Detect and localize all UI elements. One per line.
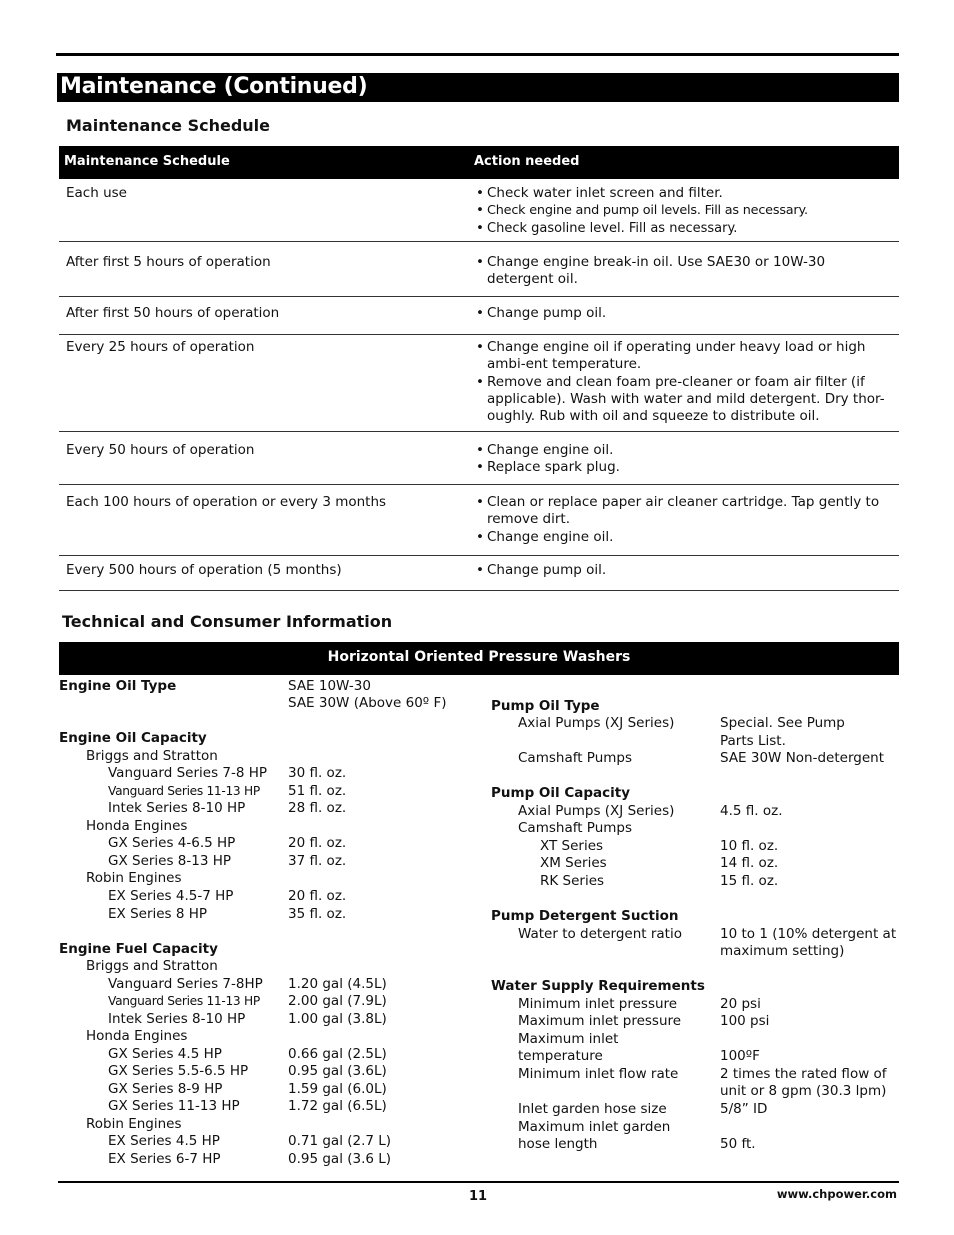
action-item: • Replace spark plug. — [476, 459, 891, 476]
schedule-actions — [476, 339, 901, 425]
spec-value: 100 psi — [720, 1013, 770, 1029]
spec-value: 15 fl. oz. — [720, 873, 779, 889]
action-item: • Change pump oil. — [476, 562, 891, 579]
bottom-rule — [58, 1181, 899, 1183]
spec-name: Vanguard Series 11-13 HP — [108, 784, 260, 798]
spec-value: Special. See Pump — [720, 715, 845, 731]
spec-value: 30 fl. oz. — [288, 765, 347, 781]
spec-value: 37 fl. oz. — [288, 853, 347, 869]
spec-group: Honda Engines — [86, 1028, 188, 1044]
spec-name: Axial Pumps (XJ Series) — [518, 715, 675, 731]
spec-value: Parts List. — [720, 733, 786, 749]
schedule-when: Every 500 hours of operation (5 months) — [66, 562, 342, 578]
top-rule — [56, 53, 899, 56]
spec-value: 0.66 gal (2.5L) — [288, 1046, 387, 1062]
action-item: • Change engine oil. — [476, 442, 891, 459]
spec-heading: Pump Oil Capacity — [491, 785, 631, 801]
spec-heading: Engine Oil Capacity — [59, 730, 207, 746]
spec-value: 10 fl. oz. — [720, 838, 779, 854]
spec-name: GX Series 4-6.5 HP — [108, 835, 236, 851]
spec-value: 0.71 gal (2.7 L) — [288, 1133, 392, 1149]
spec-value: 1.72 gal (6.5L) — [288, 1098, 387, 1114]
spec-name: Vanguard Series 11-13 HP — [108, 994, 260, 1008]
spec-group: Robin Engines — [86, 1116, 182, 1132]
spec-group: Honda Engines — [86, 818, 188, 834]
spec-value: 10 to 1 (10% detergent at — [720, 926, 897, 942]
schedule-actions — [476, 442, 891, 477]
spec-value: SAE 30W (Above 60º F) — [288, 695, 447, 711]
spec-name: Minimum inlet flow rate — [518, 1066, 679, 1082]
row-divider — [59, 334, 899, 335]
spec-name: Intek Series 8-10 HP — [108, 1011, 246, 1027]
spec-value: 1.00 gal (3.8L) — [288, 1011, 387, 1027]
action-item: • Check engine and pump oil levels. Fill as necessary. — [476, 202, 891, 219]
schedule-col2-header: Action needed — [474, 154, 580, 169]
schedule-actions — [476, 494, 891, 546]
schedule-table-header — [59, 146, 899, 179]
action-item: • Check water inlet screen and filter. — [476, 185, 891, 202]
schedule-when: Each use — [66, 185, 127, 201]
spec-value: SAE 30W Non-detergent — [720, 750, 884, 766]
spec-value: 35 fl. oz. — [288, 906, 347, 922]
spec-value: 2 times the rated flow of — [720, 1066, 887, 1082]
action-item: • Clean or replace paper air cleaner cartridge. Tap gently to remove dirt. — [476, 494, 891, 529]
spec-group: Camshaft Pumps — [518, 820, 633, 836]
spec-name: Camshaft Pumps — [518, 750, 633, 766]
spec-name: hose length — [518, 1136, 598, 1152]
page-number: 11 — [469, 1189, 488, 1204]
spec-value: SAE 10W-30 — [288, 678, 371, 694]
row-divider — [59, 241, 899, 242]
spec-name: Water to detergent ratio — [518, 926, 682, 942]
spec-name: Vanguard Series 7-8 HP — [108, 765, 268, 781]
row-divider — [59, 431, 899, 432]
spec-heading: Water Supply Requirements — [491, 978, 705, 994]
spec-name: GX Series 8-13 HP — [108, 853, 232, 869]
row-divider — [59, 555, 899, 556]
schedule-when: Each 100 hours of operation or every 3 months — [66, 494, 387, 510]
spec-name: EX Series 8 HP — [108, 906, 208, 922]
spec-group: Briggs and Stratton — [86, 958, 218, 974]
schedule-when: Every 50 hours of operation — [66, 442, 255, 458]
spec-value: 0.95 gal (3.6L) — [288, 1063, 387, 1079]
tech-banner: Horizontal Oriented Pressure Washers — [59, 642, 899, 675]
schedule-actions — [476, 562, 891, 579]
action-item: • Remove and clean foam pre-cleaner or foam air filter (if applicable). Wash with water and mild detergent. Dry thor-oughly. Rub with oil and squeeze to distribute oil. — [476, 374, 901, 426]
row-divider — [59, 296, 899, 297]
row-divider — [59, 484, 899, 485]
schedule-col1-header: Maintenance Schedule — [64, 154, 230, 169]
action-item: • Change engine oil if operating under heavy load or high ambi-ent temperature. — [476, 339, 901, 374]
spec-heading: Pump Detergent Suction — [491, 908, 679, 924]
spec-value: 50 ft. — [720, 1136, 756, 1152]
schedule-when: After first 5 hours of operation — [66, 254, 271, 270]
tech-section-title: Technical and Consumer Information — [62, 612, 393, 631]
spec-group: Robin Engines — [86, 870, 182, 886]
spec-name: temperature — [518, 1048, 603, 1064]
spec-value: 20 psi — [720, 996, 761, 1012]
spec-name: GX Series 5.5-6.5 HP — [108, 1063, 249, 1079]
spec-heading: Pump Oil Type — [491, 698, 600, 714]
spec-name: XM Series — [540, 855, 607, 871]
spec-name: Maximum inlet pressure — [518, 1013, 682, 1029]
spec-value: 0.95 gal (3.6 L) — [288, 1151, 392, 1167]
spec-name: Maximum inlet — [518, 1031, 619, 1047]
spec-heading: Engine Fuel Capacity — [59, 941, 218, 957]
spec-value: 1.20 gal (4.5L) — [288, 976, 387, 992]
spec-name: Vanguard Series 7-8HP — [108, 976, 263, 992]
spec-heading: Engine Oil Type — [59, 678, 177, 694]
spec-value: maximum setting) — [720, 943, 845, 959]
spec-name: Inlet garden hose size — [518, 1101, 667, 1117]
spec-value: 14 fl. oz. — [720, 855, 779, 871]
spec-name: GX Series 4.5 HP — [108, 1046, 222, 1062]
website-url: www.chpower.com — [776, 1187, 897, 1201]
page-title: Maintenance (Continued) — [60, 74, 368, 99]
spec-name: EX Series 4.5-7 HP — [108, 888, 234, 904]
action-item: • Change pump oil. — [476, 305, 891, 322]
spec-name: GX Series 8-9 HP — [108, 1081, 223, 1097]
action-item: • Change engine break-in oil. Use SAE30 or 10W-30 detergent oil. — [476, 254, 891, 289]
spec-name: RK Series — [540, 873, 605, 889]
spec-value: 20 fl. oz. — [288, 888, 347, 904]
spec-name: Intek Series 8-10 HP — [108, 800, 246, 816]
spec-name: EX Series 6-7 HP — [108, 1151, 221, 1167]
row-divider — [59, 590, 899, 591]
spec-value: 100ºF — [720, 1048, 760, 1064]
spec-value: 20 fl. oz. — [288, 835, 347, 851]
schedule-when: After first 50 hours of operation — [66, 305, 280, 321]
spec-value: 4.5 fl. oz. — [720, 803, 783, 819]
spec-value: 28 fl. oz. — [288, 800, 347, 816]
spec-name: GX Series 11-13 HP — [108, 1098, 240, 1114]
action-item: • Check gasoline level. Fill as necessary. — [476, 220, 891, 237]
schedule-when: Every 25 hours of operation — [66, 339, 255, 355]
schedule-actions — [476, 185, 891, 237]
spec-name: EX Series 4.5 HP — [108, 1133, 220, 1149]
spec-value: 51 fl. oz. — [288, 783, 347, 799]
spec-value: unit or 8 gpm (30.3 lpm) — [720, 1083, 887, 1099]
action-item: • Change engine oil. — [476, 529, 891, 546]
spec-group: Briggs and Stratton — [86, 748, 218, 764]
spec-value: 1.59 gal (6.0L) — [288, 1081, 387, 1097]
spec-name: XT Series — [540, 838, 604, 854]
spec-name: Maximum inlet garden — [518, 1119, 671, 1135]
spec-name: Minimum inlet pressure — [518, 996, 678, 1012]
schedule-actions — [476, 305, 891, 322]
spec-value: 5/8” ID — [720, 1101, 768, 1117]
schedule-section-title: Maintenance Schedule — [66, 116, 271, 135]
spec-value: 2.00 gal (7.9L) — [288, 993, 387, 1009]
schedule-actions — [476, 254, 891, 289]
spec-name: Axial Pumps (XJ Series) — [518, 803, 675, 819]
